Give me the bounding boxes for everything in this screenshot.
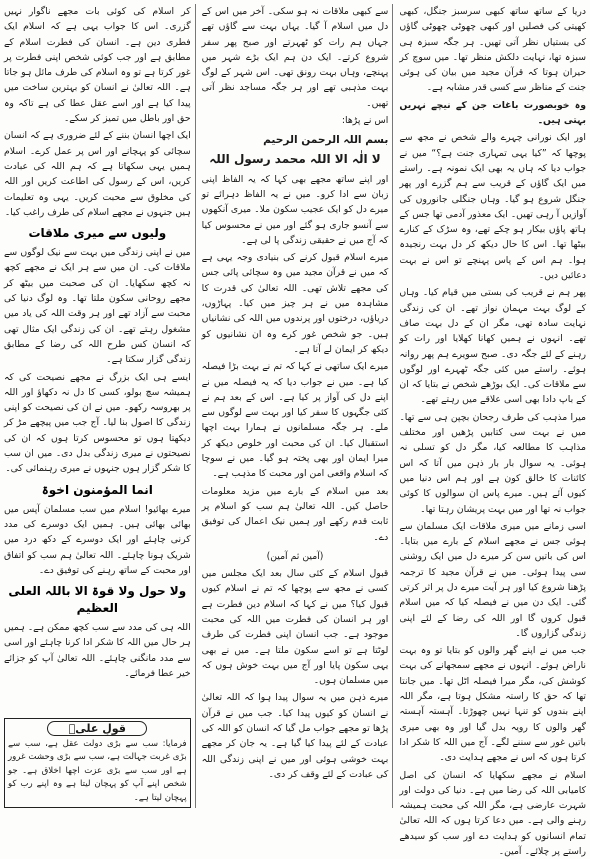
article-paragraph: دریا کے ساتھ ساتھ کبھی سرسبز جنگل، کبھی کھیتی کی فصلیں اور کبھی چھوٹی چھوٹی گاؤں کی بستیاں نظر آتی تھیں۔ ہر جگہ سبزہ ہی سبزہ تھا، نہایت دلکش منظر تھا۔ میں سوچ کر حیران ہوتا کہ قرآن مجید میں بیان کی ہوئی جنت کے مناظر سے کسی قدر مشابہ ہے۔ bbox=[399, 6, 586, 94]
article-paragraph: اور ایک نورانی چہرے والے شخص نے مجھ سے پوچھا کہ ”کیا یہی تمہاری جنت ہے؟“ میں نے جواب دیا کہ ہاں یہ بھی ایک نمونہ ہے۔ راستے میں ایک گاؤں کے قریب سے ہم گزرے اور پھر جنگل شروع ہو گیا۔ وہاں جنگلی جانوروں کی آوازیں آ رہی تھیں۔ ایک معذور آدمی تھا جس کے ہاتھ پاؤں بیکار ہو چکے تھے، وہ سڑک کے کنارے بیٹھا تھا۔ اس کا حال دیکھ کر دل بہت رنجیدہ ہوا۔ ہم اس کے پاس پہنچے تو اس نے بہت دعائیں دیں۔ bbox=[399, 132, 586, 282]
prayer-line: (آمین ثم آمین) bbox=[266, 550, 324, 562]
quote-box bbox=[4, 718, 191, 808]
column-middle bbox=[202, 4, 394, 808]
article-paragraph: اس نے پڑھا: bbox=[341, 115, 389, 127]
article-paragraph: اسلام نے مجھے سکھایا کہ انسان کی اصل کامیابی اللہ کی رضا میں ہے۔ دنیا کی دولت اور شہرت عارضی ہے، مگر اللہ کی محبت ہمیشہ رہنے والی ہے۔ میں دعا کرتا ہوں کہ اللہ تعالیٰ تمام انسانوں کو ہدایت دے اور سب کو سیدھے راستے پر چلائے۔ آمین۔ bbox=[399, 769, 586, 858]
article-paragraph: میرے ایک ساتھی نے کہا کہ تم نے بہت بڑا فیصلہ کیا ہے۔ میں نے جواب دیا کہ یہ فیصلہ میں نے اپنے دل کی آواز پر کیا ہے۔ اس کے بعد ہم نے کئی جگہوں کا سفر کیا اور بہت سے لوگوں سے ملے۔ ہر جگہ مسلمانوں نے ہمارا بہت اچھا استقبال کیا۔ ان کی محبت اور خلوص دیکھ کر میرا ایمان اور بھی پختہ ہو گیا۔ میں نے سوچا کہ اسلام واقعی امن اور محبت کا مذہب ہے۔ bbox=[201, 361, 389, 480]
article-paragraph: میرے اسلام قبول کرنے کی بنیادی وجہ یہی ہے کہ میں نے قرآن مجید میں وہ سچائی پائی جس کی مجھے تلاش تھی۔ اللہ تعالیٰ کی قدرت کا مشاہدہ میں نے ہر چیز میں کیا۔ پہاڑوں، دریاؤں، درختوں اور پرندوں میں اللہ کی نشانیاں ہیں۔ جو شخص غور کرے وہ ان نشانیوں کو دیکھ کر ایمان لے آتا ہے۔ bbox=[201, 252, 389, 355]
article-paragraph: میں نے اپنی زندگی میں بہت سے نیک لوگوں سے ملاقات کی۔ ان میں سے ہر ایک نے مجھے کچھ نہ کچھ سکھایا۔ ان کی صحبت میں بیٹھ کر مجھے روحانی سکون ملتا تھا۔ وہ لوگ دنیا کی محبت سے آزاد تھے اور ہر وقت اللہ کی یاد میں مشغول رہتے تھے۔ ان کی زندگی ایک مثال تھی کہ انسان کس طرح اللہ کی رضا کے مطابق زندگی گزار سکتا ہے۔ bbox=[3, 247, 191, 366]
article-paragraph: سے کبھی ملاقات نہ ہو سکی۔ آخر میں اس کے دل میں اسلام آ گیا۔ یہاں بہت سے گاؤں تھے جہاں ہم رات کو ٹھہرتے اور صبح پھر سفر شروع کرتے۔ ایک دن ہم ایک بڑے شہر میں پہنچے، وہاں بہت رونق تھی۔ اس شہر کے لوگ بہت مذہبی تھے اور ہر جگہ مساجد نظر آتی تھیں۔ bbox=[201, 6, 389, 109]
article-paragraph: بعد میں اسلام کے بارے میں مزید معلومات حاصل کیں۔ اللہ تعالیٰ ہم سب کو اسلام پر ثابت قدم رکھے اور ہمیں نیک اعمال کی توفیق دے۔ bbox=[201, 485, 389, 543]
article-paragraph: قبول اسلام کے کئی سال بعد ایک مجلس میں کسی نے مجھ سے پوچھا کہ تم نے اسلام کیوں قبول کیا؟ میں نے کہا کہ اسلام دین فطرت ہے اور ہر انسان کی فطرت میں اللہ کی محبت موجود ہے۔ جب انسان اپنی فطرت کی طرف لوٹتا ہے تو اسے سکون ملتا ہے۔ میں نے بھی یہی سکون پایا اور آج میں بہت خوش ہوں کہ میں مسلمان ہوں۔ bbox=[201, 568, 389, 687]
article-paragraph: اللہ ہی کی مدد سے سب کچھ ممکن ہے۔ ہمیں ہر حال میں اللہ کا شکر ادا کرنا چاہئے اور اسی سے مدد مانگنی چاہئے۔ اللہ تعالیٰ آپ کو جزائے خیر عطا فرمائے۔ bbox=[3, 622, 191, 679]
column-left bbox=[4, 4, 196, 808]
article-paragraph: اور اپنے ساتھ مجھے بھی کہا کہ یہ الفاظ اپنی زبان سے ادا کرو۔ میں نے یہ الفاظ دہرائے تو میرے دل کو ایک عجیب سکون ملا۔ میری آنکھوں سے آنسو جاری ہو گئے اور میں نے محسوس کیا کہ آج میں نے حقیقی زندگی پا لی ہے۔ bbox=[201, 173, 389, 246]
kalima-line: لا الٰہ الا اللہ محمد رسول اللہ bbox=[209, 152, 381, 167]
article-paragraph: اسی زمانے میں میری ملاقات ایک مسلمان سے ہوئی جس نے مجھے اسلام کے بارے میں بتایا۔ اس کی باتیں سن کر میرے دل میں ایک روشنی سی پیدا ہوئی۔ میں نے قرآن مجید کا ترجمہ پڑھنا شروع کیا اور ہر آیت میرے دل پر اثر کرتی گئی۔ ایک دن میں نے فیصلہ کیا کہ میں اسلام قبول کروں گا اور اللہ کی رضا کے لئے اپنی زندگی گزاروں گا۔ bbox=[399, 520, 586, 639]
article-paragraph: ایسے ہی ایک بزرگ نے مجھے نصیحت کی کہ ہمیشہ سچ بولو، کسی کا دل نہ دکھاؤ اور اللہ پر بھروسہ رکھو۔ میں نے ان کی نصیحت کو اپنی زندگی کا اصول بنا لیا۔ آج جب میں پیچھے مڑ کر دیکھتا ہوں تو محسوس کرتا ہوں کہ ان کی نصیحتوں نے میری زندگی بدل دی۔ میں ان سب کا شکر گزار ہوں جنہوں نے میری رہنمائی کی۔ bbox=[3, 371, 191, 475]
article-paragraph: میرا مذہب کی طرف رجحان بچپن ہی سے تھا۔ میں نے بہت سی کتابیں پڑھیں اور مختلف مذاہب کا مطالعہ کیا، مگر دل کو تسلی نہ ہوئی۔ یہ سوال بار بار ذہن میں آتا کہ اس کائنات کا خالق کون ہے اور ہم اس دنیا میں کیوں آئے ہیں۔ میرے پاس ان سوالوں کا کوئی جواب نہ تھا اور میں بہت پریشان رہتا تھا۔ bbox=[399, 411, 586, 515]
section-heading: ولا حول ولا قوۃ الا باللہ العلی العظیم bbox=[8, 584, 187, 616]
article-paragraph: ایک اچھا انسان بننے کے لئے ضروری ہے کہ انسان سچائی کو پہچانے اور اس پر عمل کرے۔ اسلام ہمیں یہی سکھاتا ہے کہ ہم اللہ کی عبادت کریں، اس کے رسول کی اطاعت کریں اور اللہ کی مخلوق سے محبت کریں۔ یہی وہ تعلیمات ہیں جنہوں نے مجھے اسلام کی طرف راغب کیا۔ bbox=[3, 130, 191, 218]
article-paragraph: کر اسلام کی کوئی بات مجھے ناگوار نہیں گزری۔ اس کا جواب یہی ہے کہ اسلام ایک فطری دین ہے۔ انسان کی فطرت اسلام کے مطابق ہے اور جب کوئی شخص اپنی فطرت پر غور کرتا ہے تو وہ اسلام کی طرف مائل ہو جاتا ہے۔ اللہ تعالیٰ نے انسان کو بہترین ساخت میں پیدا کیا ہے اور اسے عقل عطا کی ہے تاکہ وہ حق اور باطل میں تمیز کر سکے۔ bbox=[3, 6, 191, 125]
quote-box-text: فرمایا: سب سے بڑی دولت عقل ہے، سب سے بڑی غربت جہالت ہے، سب سے بڑی وحشت غرور ہے اور سب سے بڑی عزت اچھا اخلاق ہے۔ جو شخص اپنے آپ کو پہچان لیتا ہے وہ اپنے رب کو پہچان لیتا ہے۔ bbox=[7, 738, 187, 803]
column-right bbox=[399, 4, 586, 858]
article-paragraph: پھر ہم نے قریب کی بستی میں قیام کیا۔ وہاں کے لوگ بہت مہمان نواز تھے۔ ان کی زندگی نہایت سادہ تھی، مگر ان کے دل بہت صاف تھے۔ انہوں نے ہمیں کھانا کھلایا اور رات کو رہنے کے لئے جگہ دی۔ صبح سویرے ہم پھر روانہ ہوئے۔ راستے میں کئی جگہ ٹھہرے اور لوگوں سے ملاقات کی۔ ایک بوڑھے شخص نے بتایا کہ ان کے باپ دادا بھی اسی علاقے میں رہتے تھے۔ bbox=[399, 287, 586, 406]
section-heading: انما المؤمنون اخوۃ bbox=[41, 482, 153, 497]
section-heading: ولیوں سے میری ملاقات bbox=[28, 226, 167, 241]
article-paragraph: میرے ذہن میں یہ سوال پیدا ہوا کہ اللہ تعالیٰ نے انسان کو کیوں پیدا کیا۔ جب میں نے قرآن پڑھا تو مجھے جواب مل گیا کہ انسان کو اللہ کی عبادت کے لئے پیدا کیا گیا ہے۔ یہ جان کر مجھے بہت خوشی ہوئی اور میں نے اپنی زندگی اللہ کی عبادت کے لئے وقف کر دی۔ bbox=[201, 692, 389, 780]
quote-box-title: قولِ علیؓ bbox=[47, 721, 147, 736]
bismillah-line: بسم اللہ الرحمن الرحیم bbox=[263, 134, 389, 147]
quote-line: وہ خوبصورت باغات جن کے نیچے نہریں بہتی ہیں۔ bbox=[399, 99, 586, 127]
article-paragraph: میرے بھائیو! اسلام میں سب مسلمان آپس میں بھائی بھائی ہیں۔ ہمیں ایک دوسرے کی مدد کرنی چاہئے اور ایک دوسرے کے دکھ درد میں شریک ہونا چاہئے۔ اللہ تعالیٰ ہم سب کو اتفاق اور محبت کے ساتھ رہنے کی توفیق دے۔ bbox=[3, 503, 191, 576]
article-paragraph: جب میں نے اپنے گھر والوں کو بتایا تو وہ بہت ناراض ہوئے۔ انہوں نے مجھے سمجھانے کی بہت کوشش کی، مگر میرا فیصلہ اٹل تھا۔ میں جانتا تھا کہ حق کا راستہ مشکل ہوتا ہے، مگر اللہ اپنے بندوں کو تنہا نہیں چھوڑتا۔ آہستہ آہستہ گھر والوں کا رویہ بدل گیا اور وہ بھی میری باتیں غور سے سننے لگے۔ آج میں اللہ کا شکر ادا کرتا ہوں کہ اس نے مجھے ہدایت دی۔ bbox=[399, 645, 586, 764]
